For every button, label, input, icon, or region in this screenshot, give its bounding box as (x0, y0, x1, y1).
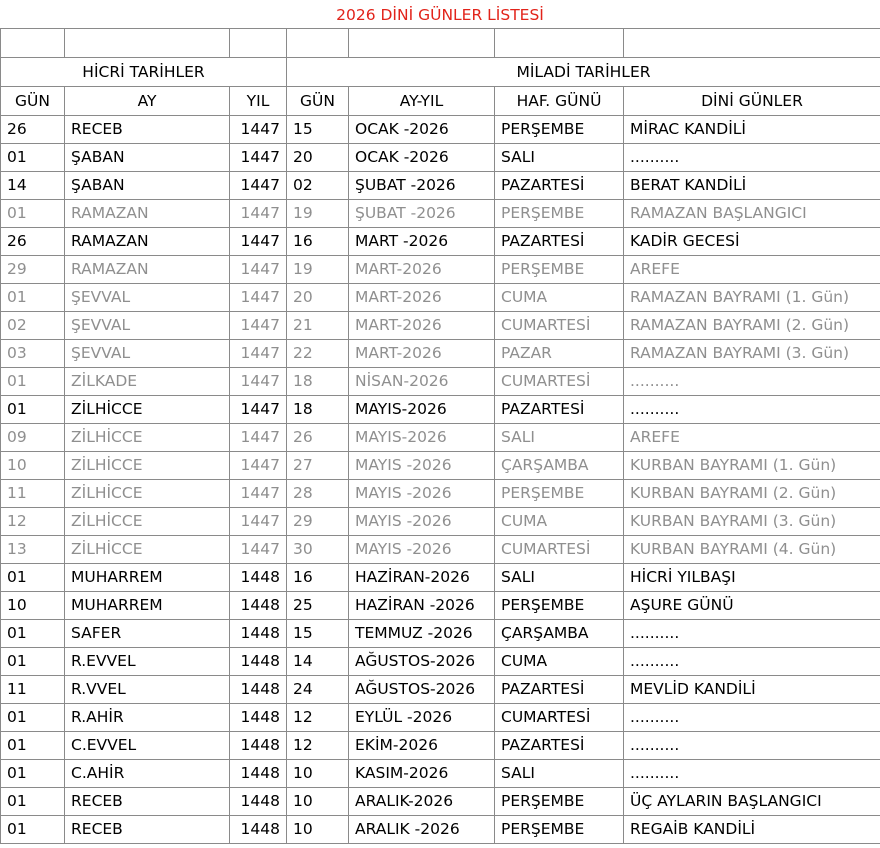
weekday-cell[interactable]: CUMA (495, 648, 624, 676)
month-year-cell[interactable]: HAZİRAN -2026 (349, 592, 495, 620)
hijri-month-cell[interactable]: RECEB (65, 788, 230, 816)
table-row (1, 144, 880, 172)
table-row (1, 760, 880, 788)
table-row (1, 676, 880, 704)
gregorian-day-cell[interactable]: 20 (287, 144, 349, 172)
gregorian-day-cell[interactable]: 19 (287, 256, 349, 284)
religious-day-cell[interactable]: .......... (624, 732, 880, 760)
weekday-cell[interactable]: SALI (495, 564, 624, 592)
gregorian-day-cell[interactable]: 02 (287, 172, 349, 200)
hijri-year-cell[interactable]: 1447 (230, 452, 287, 480)
month-year-cell[interactable]: MART-2026 (349, 340, 495, 368)
gregorian-day-cell[interactable]: 10 (287, 816, 349, 844)
hijri-day-cell[interactable]: 01 (1, 816, 65, 844)
table-row (1, 284, 880, 312)
table-row (1, 256, 880, 284)
weekday-cell[interactable]: SALI (495, 424, 624, 452)
table-row (1, 592, 880, 620)
col-header-gregorian-day: GÜN (287, 87, 349, 116)
table-row (1, 536, 880, 564)
table-row (1, 368, 880, 396)
weekday-cell[interactable]: CUMA (495, 508, 624, 536)
gregorian-day-cell[interactable]: 18 (287, 368, 349, 396)
gregorian-day-cell[interactable]: 12 (287, 732, 349, 760)
religious-day-cell[interactable]: .......... (624, 620, 880, 648)
hijri-month-cell[interactable]: ŞEVVAL (65, 312, 230, 340)
table-row (1, 396, 880, 424)
religious-day-cell[interactable]: KURBAN BAYRAMI (1. Gün) (624, 452, 880, 480)
month-year-cell[interactable]: MAYIS -2026 (349, 536, 495, 564)
month-year-cell[interactable]: MART-2026 (349, 312, 495, 340)
hijri-day-cell[interactable]: 11 (1, 480, 65, 508)
table-row (1, 648, 880, 676)
religious-day-cell[interactable]: .......... (624, 648, 880, 676)
hijri-day-cell[interactable]: 13 (1, 536, 65, 564)
weekday-cell[interactable]: PERŞEMBE (495, 788, 624, 816)
month-year-cell[interactable]: EYLÜL -2026 (349, 704, 495, 732)
sheet-title: 2026 DİNİ GÜNLER LİSTESİ (336, 6, 544, 24)
weekday-cell[interactable]: ÇARŞAMBA (495, 620, 624, 648)
hijri-day-cell[interactable]: 01 (1, 704, 65, 732)
weekday-cell[interactable]: PAZAR (495, 340, 624, 368)
religious-day-cell[interactable]: KURBAN BAYRAMI (4. Gün) (624, 536, 880, 564)
dates-table (0, 28, 880, 844)
hijri-year-cell[interactable]: 1447 (230, 368, 287, 396)
religious-day-cell[interactable]: RAMAZAN BAYRAMI (2. Gün) (624, 312, 880, 340)
religious-day-cell[interactable]: .......... (624, 368, 880, 396)
hijri-year-cell[interactable]: 1448 (230, 564, 287, 592)
weekday-cell[interactable]: CUMARTESİ (495, 312, 624, 340)
weekday-cell[interactable]: CUMARTESİ (495, 536, 624, 564)
gregorian-day-cell[interactable]: 20 (287, 284, 349, 312)
hijri-year-cell[interactable]: 1448 (230, 648, 287, 676)
hijri-year-cell[interactable]: 1447 (230, 256, 287, 284)
col-header-weekday: HAF. GÜNÜ (495, 87, 624, 116)
religious-day-cell[interactable]: RAMAZAN BAŞLANGICI (624, 200, 880, 228)
month-year-cell[interactable]: KASIM-2026 (349, 760, 495, 788)
table-row (1, 172, 880, 200)
hijri-year-cell[interactable]: 1447 (230, 312, 287, 340)
hijri-month-cell[interactable]: RAMAZAN (65, 228, 230, 256)
gregorian-day-cell[interactable]: 21 (287, 312, 349, 340)
hijri-year-cell[interactable]: 1447 (230, 172, 287, 200)
col-header-hijri-day: GÜN (1, 87, 65, 116)
religious-day-cell[interactable]: KADİR GECESİ (624, 228, 880, 256)
hijri-month-cell[interactable]: R.AHİR (65, 704, 230, 732)
table-row (1, 564, 880, 592)
gregorian-day-cell[interactable]: 27 (287, 452, 349, 480)
column-header-row (1, 87, 880, 116)
hijri-month-cell[interactable]: ŞABAN (65, 172, 230, 200)
hijri-month-cell[interactable]: SAFER (65, 620, 230, 648)
weekday-cell[interactable]: ÇARŞAMBA (495, 452, 624, 480)
month-year-cell[interactable]: MAYIS-2026 (349, 396, 495, 424)
month-year-cell[interactable]: MAYIS -2026 (349, 508, 495, 536)
hijri-day-cell[interactable]: 03 (1, 340, 65, 368)
weekday-cell[interactable]: PERŞEMBE (495, 116, 624, 144)
month-year-cell[interactable]: HAZİRAN-2026 (349, 564, 495, 592)
religious-day-cell[interactable]: AŞURE GÜNÜ (624, 592, 880, 620)
hijri-day-cell[interactable]: 26 (1, 228, 65, 256)
gregorian-day-cell[interactable]: 28 (287, 480, 349, 508)
hijri-month-cell[interactable]: RAMAZAN (65, 256, 230, 284)
month-year-cell[interactable]: MART-2026 (349, 284, 495, 312)
table-row (1, 508, 880, 536)
hijri-month-cell[interactable]: ŞEVVAL (65, 284, 230, 312)
hijri-year-cell[interactable]: 1447 (230, 200, 287, 228)
hijri-month-cell[interactable]: R.VVEL (65, 676, 230, 704)
weekday-cell[interactable]: PERŞEMBE (495, 480, 624, 508)
table-row (1, 452, 880, 480)
weekday-cell[interactable]: PERŞEMBE (495, 592, 624, 620)
religious-day-cell[interactable]: MİRAC KANDİLİ (624, 116, 880, 144)
table-row (1, 228, 880, 256)
hijri-month-cell[interactable]: ZİLHİCCE (65, 424, 230, 452)
hijri-year-cell[interactable]: 1448 (230, 816, 287, 844)
hijri-month-cell[interactable]: ZİLHİCCE (65, 396, 230, 424)
hijri-year-cell[interactable]: 1447 (230, 284, 287, 312)
weekday-cell[interactable]: PERŞEMBE (495, 816, 624, 844)
religious-day-cell[interactable]: KURBAN BAYRAMI (3. Gün) (624, 508, 880, 536)
weekday-cell[interactable]: SALI (495, 144, 624, 172)
hijri-month-cell[interactable]: ZİLKADE (65, 368, 230, 396)
hijri-year-cell[interactable]: 1448 (230, 620, 287, 648)
hijri-month-cell[interactable]: ZİLHİCCE (65, 480, 230, 508)
table-row (1, 424, 880, 452)
religious-day-cell[interactable]: RAMAZAN BAYRAMI (3. Gün) (624, 340, 880, 368)
month-year-cell[interactable]: TEMMUZ -2026 (349, 620, 495, 648)
weekday-cell[interactable]: PAZARTESİ (495, 732, 624, 760)
weekday-cell[interactable]: SALI (495, 760, 624, 788)
hijri-day-cell[interactable]: 01 (1, 368, 65, 396)
month-year-cell[interactable]: EKİM-2026 (349, 732, 495, 760)
hijri-year-cell[interactable]: 1447 (230, 116, 287, 144)
hijri-year-cell[interactable]: 1448 (230, 732, 287, 760)
gregorian-day-cell[interactable]: 25 (287, 592, 349, 620)
hijri-year-cell[interactable]: 1448 (230, 788, 287, 816)
weekday-cell[interactable]: PAZARTESİ (495, 228, 624, 256)
hijri-day-cell[interactable]: 02 (1, 312, 65, 340)
hijri-day-cell[interactable]: 14 (1, 172, 65, 200)
weekday-cell[interactable]: PAZARTESİ (495, 396, 624, 424)
gregorian-day-cell[interactable]: 12 (287, 704, 349, 732)
month-year-cell[interactable]: MAYIS -2026 (349, 480, 495, 508)
table-row (1, 788, 880, 816)
hijri-year-cell[interactable]: 1448 (230, 592, 287, 620)
blank-cell[interactable] (349, 29, 495, 58)
religious-day-cell[interactable]: REGAİB KANDİLİ (624, 816, 880, 844)
group-header-row (1, 58, 880, 87)
table-row (1, 816, 880, 844)
gregorian-day-cell[interactable]: 16 (287, 564, 349, 592)
religious-day-cell[interactable]: ÜÇ AYLARIN BAŞLANGICI (624, 788, 880, 816)
blank-cell[interactable] (287, 29, 349, 58)
gregorian-day-cell[interactable]: 14 (287, 648, 349, 676)
hijri-month-cell[interactable]: ZİLHİCCE (65, 536, 230, 564)
religious-day-cell[interactable]: .......... (624, 704, 880, 732)
col-header-month-year: AY-YIL (349, 87, 495, 116)
gregorian-day-cell[interactable]: 24 (287, 676, 349, 704)
hijri-month-cell[interactable]: MUHARREM (65, 564, 230, 592)
hijri-year-cell[interactable]: 1447 (230, 228, 287, 256)
month-year-cell[interactable]: AĞUSTOS-2026 (349, 648, 495, 676)
hijri-month-cell[interactable]: ŞABAN (65, 144, 230, 172)
hijri-day-cell[interactable]: 09 (1, 424, 65, 452)
gregorian-day-cell[interactable]: 26 (287, 424, 349, 452)
table-row (1, 340, 880, 368)
gregorian-day-cell[interactable]: 29 (287, 508, 349, 536)
weekday-cell[interactable]: PERŞEMBE (495, 256, 624, 284)
hijri-day-cell[interactable]: 11 (1, 676, 65, 704)
hijri-day-cell[interactable]: 26 (1, 116, 65, 144)
col-header-hijri-month: AY (65, 87, 230, 116)
religious-day-cell[interactable]: AREFE (624, 256, 880, 284)
hijri-month-cell[interactable]: R.EVVEL (65, 648, 230, 676)
weekday-cell[interactable]: CUMA (495, 284, 624, 312)
hijri-day-cell[interactable]: 01 (1, 732, 65, 760)
hijri-month-cell[interactable]: MUHARREM (65, 592, 230, 620)
weekday-cell[interactable]: CUMARTESİ (495, 368, 624, 396)
month-year-cell[interactable]: MART -2026 (349, 228, 495, 256)
month-year-cell[interactable]: NİSAN-2026 (349, 368, 495, 396)
hijri-month-cell[interactable]: RECEB (65, 116, 230, 144)
hijri-group-header: HİCRİ TARİHLER (1, 58, 287, 87)
religious-day-cell[interactable]: AREFE (624, 424, 880, 452)
religious-day-cell[interactable]: KURBAN BAYRAMI (2. Gün) (624, 480, 880, 508)
hijri-year-cell[interactable]: 1447 (230, 536, 287, 564)
hijri-year-cell[interactable]: 1448 (230, 704, 287, 732)
hijri-year-cell[interactable]: 1447 (230, 396, 287, 424)
hijri-month-cell[interactable]: C.AHİR (65, 760, 230, 788)
gregorian-day-cell[interactable]: 15 (287, 116, 349, 144)
month-year-cell[interactable]: ARALIK-2026 (349, 788, 495, 816)
blank-cell[interactable] (495, 29, 624, 58)
hijri-month-cell[interactable]: RECEB (65, 816, 230, 844)
gregorian-day-cell[interactable]: 19 (287, 200, 349, 228)
table-row (1, 620, 880, 648)
weekday-cell[interactable]: PAZARTESİ (495, 676, 624, 704)
col-header-religious-day: DİNİ GÜNLER (624, 87, 880, 116)
hijri-month-cell[interactable]: ŞEVVAL (65, 340, 230, 368)
hijri-day-cell[interactable]: 10 (1, 592, 65, 620)
hijri-month-cell[interactable]: RAMAZAN (65, 200, 230, 228)
gregorian-day-cell[interactable]: 15 (287, 620, 349, 648)
blank-cell[interactable] (624, 29, 880, 58)
month-year-cell[interactable]: ŞUBAT -2026 (349, 200, 495, 228)
hijri-year-cell[interactable]: 1447 (230, 508, 287, 536)
gregorian-group-header: MİLADİ TARİHLER (287, 58, 880, 87)
month-year-cell[interactable]: OCAK -2026 (349, 116, 495, 144)
religious-day-cell[interactable]: .......... (624, 396, 880, 424)
blank-cell[interactable] (65, 29, 230, 58)
hijri-day-cell[interactable]: 01 (1, 760, 65, 788)
hijri-day-cell[interactable]: 01 (1, 396, 65, 424)
weekday-cell[interactable]: PAZARTESİ (495, 172, 624, 200)
gregorian-day-cell[interactable]: 10 (287, 788, 349, 816)
hijri-month-cell[interactable]: C.EVVEL (65, 732, 230, 760)
month-year-cell[interactable]: OCAK -2026 (349, 144, 495, 172)
table-row (1, 312, 880, 340)
hijri-year-cell[interactable]: 1447 (230, 340, 287, 368)
hijri-year-cell[interactable]: 1447 (230, 480, 287, 508)
gregorian-day-cell[interactable]: 16 (287, 228, 349, 256)
table-row (1, 704, 880, 732)
religious-day-cell[interactable]: HİCRİ YILBAŞI (624, 564, 880, 592)
hijri-day-cell[interactable]: 01 (1, 648, 65, 676)
hijri-day-cell[interactable]: 29 (1, 256, 65, 284)
month-year-cell[interactable]: ŞUBAT -2026 (349, 172, 495, 200)
weekday-cell[interactable]: CUMARTESİ (495, 704, 624, 732)
gregorian-day-cell[interactable]: 18 (287, 396, 349, 424)
blank-row (1, 29, 880, 58)
table-row (1, 200, 880, 228)
table-row (1, 480, 880, 508)
table-row (1, 732, 880, 760)
religious-day-cell[interactable]: .......... (624, 144, 880, 172)
month-year-cell[interactable]: MAYIS -2026 (349, 452, 495, 480)
religious-day-cell[interactable]: .......... (624, 760, 880, 788)
gregorian-day-cell[interactable]: 10 (287, 760, 349, 788)
hijri-year-cell[interactable]: 1447 (230, 424, 287, 452)
weekday-cell[interactable]: PERŞEMBE (495, 200, 624, 228)
hijri-year-cell[interactable]: 1448 (230, 760, 287, 788)
religious-day-cell[interactable]: BERAT KANDİLİ (624, 172, 880, 200)
hijri-day-cell[interactable]: 10 (1, 452, 65, 480)
month-year-cell[interactable]: MART-2026 (349, 256, 495, 284)
hijri-month-cell[interactable]: ZİLHİCCE (65, 508, 230, 536)
hijri-day-cell[interactable]: 01 (1, 788, 65, 816)
hijri-year-cell[interactable]: 1447 (230, 144, 287, 172)
religious-day-cell[interactable]: MEVLİD KANDİLİ (624, 676, 880, 704)
hijri-year-cell[interactable]: 1448 (230, 676, 287, 704)
col-header-hijri-year: YIL (230, 87, 287, 116)
hijri-day-cell[interactable]: 01 (1, 144, 65, 172)
table-row (1, 116, 880, 144)
hijri-day-cell[interactable]: 12 (1, 508, 65, 536)
gregorian-day-cell[interactable]: 30 (287, 536, 349, 564)
hijri-day-cell[interactable]: 01 (1, 200, 65, 228)
religious-day-cell[interactable]: RAMAZAN BAYRAMI (1. Gün) (624, 284, 880, 312)
hijri-month-cell[interactable]: ZİLHİCCE (65, 452, 230, 480)
hijri-day-cell[interactable]: 01 (1, 564, 65, 592)
blank-cell[interactable] (1, 29, 65, 58)
hijri-day-cell[interactable]: 01 (1, 284, 65, 312)
month-year-cell[interactable]: AĞUSTOS-2026 (349, 676, 495, 704)
month-year-cell[interactable]: MAYIS-2026 (349, 424, 495, 452)
blank-cell[interactable] (230, 29, 287, 58)
hijri-day-cell[interactable]: 01 (1, 620, 65, 648)
gregorian-day-cell[interactable]: 22 (287, 340, 349, 368)
month-year-cell[interactable]: ARALIK -2026 (349, 816, 495, 844)
